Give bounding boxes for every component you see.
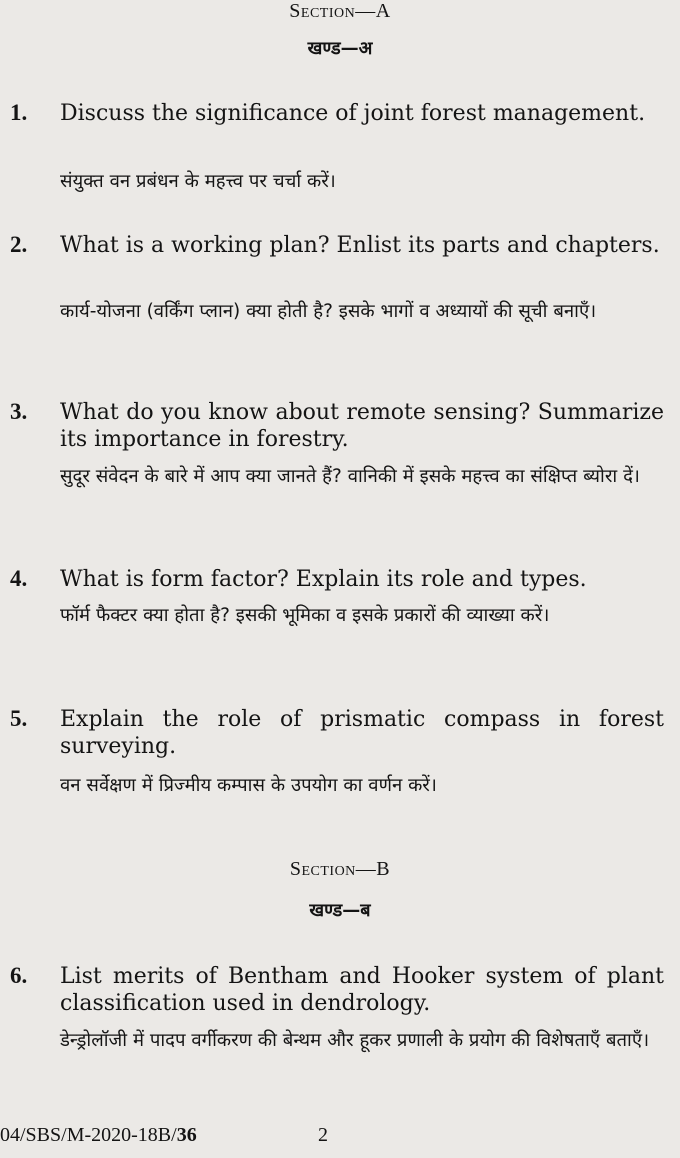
question-hindi: संयुक्त वन प्रबंधन के महत्त्व पर चर्चा करें। — [60, 171, 336, 192]
question-number: 2. — [10, 232, 28, 257]
question-english: What is a working plan? Enlist its parts and chapters. — [60, 233, 660, 258]
question-number: 6. — [10, 963, 28, 988]
question-hindi: कार्य-योजना (वर्किंग प्लान) क्या होती है? इसके भागों व अध्यायों की सूची बनाएँ। — [60, 301, 597, 322]
question-number: 3. — [10, 399, 28, 424]
section-a-title — [0, 0, 680, 23]
section-b-title-text: Section—B — [289, 858, 391, 880]
question-english: List merits of Bentham and Hooker system of plant classification used in dendrology. — [60, 964, 664, 1016]
question-english: Discuss the significance of joint forest management. — [60, 101, 646, 126]
question-hindi: फॉर्म फैक्टर क्या होता है? इसकी भूमिका व इसके प्रकारों की व्याख्या करें। — [60, 605, 550, 626]
question-hindi: वन सर्वेक्षण में प्रिज्मीय कम्पास के उपयोग का वर्णन करें। — [60, 775, 437, 796]
section-b-title — [0, 858, 680, 881]
paper-code-text: 04/SBS/M-2020-18B/ — [0, 1124, 177, 1146]
question-english: Explain the role of prismatic compass in forest surveying. — [60, 707, 664, 759]
question-number: 4. — [10, 566, 28, 591]
section-b-hindi-title: खण्ड—ब — [309, 900, 371, 921]
section-a-title-text: Section—A — [289, 0, 391, 22]
question-english: What is form factor? Explain its role and types. — [60, 567, 587, 592]
question-english: What do you know about remote sensing? Summarize its importance in forestry. — [60, 400, 664, 452]
paper-code-number: 36 — [176, 1124, 197, 1146]
question-number: 5. — [10, 706, 28, 731]
section-a-hindi-title: खण्ड—अ — [307, 38, 373, 59]
question-hindi: सुदूर संवेदन के बारे में आप क्या जानते हैं? वानिकी में इसके महत्त्व का संक्षिप्त ब्योरा दें। — [60, 466, 640, 487]
page-number: 2 — [318, 1124, 328, 1146]
paper-code — [0, 1124, 197, 1147]
question-hindi: डेन्ड्रोलॉजी में पादप वर्गीकरण की बेन्थम और हूकर प्रणाली के प्रयोग की विशेषताएँ बताएँ। — [60, 1030, 650, 1051]
question-number: 1. — [10, 100, 28, 125]
